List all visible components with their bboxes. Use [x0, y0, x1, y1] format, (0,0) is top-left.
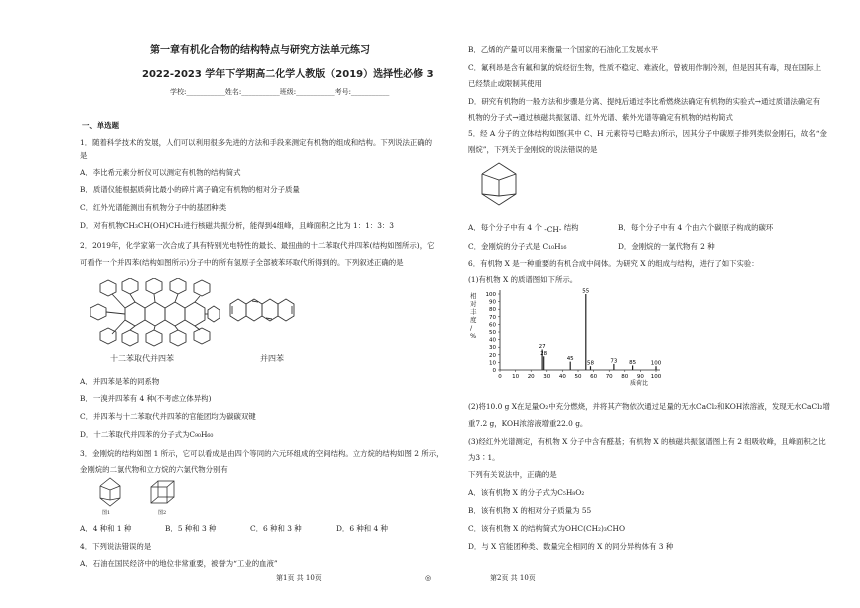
q5-option-a: [468, 223, 579, 233]
q6-option-a: A．该有机物 X 的分子式为C₅H₈O₂: [468, 488, 585, 497]
q2-option-c: C．并四苯与十二苯取代并四苯的官能团均为碳碳双键: [80, 412, 256, 421]
q3-option-c: C．6 种和 3 种: [250, 524, 302, 533]
ch-group: -CH-: [544, 225, 562, 234]
q3-option-b: B．5 种和 3 种: [165, 524, 217, 533]
x-tick-label: 90: [636, 374, 644, 380]
y-tick-label: 30: [489, 345, 496, 352]
q2-stem-cont: 可看作一个并四苯(结构如图所示)分子中的所有氢原子全部被苯环取代所得到的。下列叙述正确的是: [80, 258, 404, 267]
peak-label: 28: [540, 350, 548, 357]
q5-option-c: C．金刚烷的分子式是 C₁₀H₁₆: [468, 242, 567, 251]
ylabel-char: 对: [470, 300, 477, 308]
x-tick-label: 20: [527, 374, 535, 380]
x-tick-label: 100: [650, 374, 662, 380]
q6-option-b: B．该有机物 X 的相对分子质量为 55: [468, 506, 592, 515]
q4-option-b: B．乙烯的产量可以用来衡量一个国家的石油化工发展水平: [468, 45, 659, 54]
y-tick-label: 40: [489, 337, 496, 344]
x-tick-label: 10: [512, 374, 520, 380]
y-tick-label: 50: [489, 330, 496, 336]
q3-stem: 3．金刚烷的结构如图 1 所示，它可以看成是由四个等同的六元环组成的空间结构。立方烷的结构如图 2 所示，: [80, 449, 444, 458]
title-sub: 2022-2023 学年下学期高二化学人教版（2019）选择性必修 3: [142, 69, 434, 80]
q1-option-a: A．李比希元素分析仪可以测定有机物的结构简式: [80, 168, 241, 177]
y-tick-label: 20: [489, 352, 496, 359]
section-heading: 一、单选题: [82, 121, 119, 130]
page-number-right: 第2页 共 10页: [490, 574, 536, 582]
q2-stem: 2．2019年，化学家第一次合成了具有特别光电特性的最长、最扭曲的十二苯取代并四苯(结构如图所示)，它: [80, 241, 435, 250]
center-mark: ◎: [425, 574, 432, 582]
x-tick-label: 70: [605, 374, 613, 380]
q6-part2-cont: 重7.2 g，KOH浓溶液增重22.0 g。: [468, 419, 588, 428]
q6-stem: 6．有机物 X 是一种重要的有机合成中间体。为研究 X 的组成与结构，进行了如下实验：: [468, 259, 759, 268]
chart-ylabel: [470, 291, 477, 340]
q6-part2: (2)将10.0 g X在足量O₂中充分燃烧，并将其产物依次通过足量的无水CaCl₂和KOH浓溶液，发现无水CaCl₂增: [468, 402, 830, 411]
q6-part1: (1)有机物 X 的质谱图如下所示。: [468, 275, 578, 284]
tetracene-figure: [228, 294, 298, 330]
q6-option-c: C．该有机物 X 的结构简式为OHC(CH₂)₃CHO: [468, 524, 626, 533]
q2-option-d: D．十二苯取代并四苯的分子式为C₉₀H₆₀: [80, 430, 214, 439]
q3-option-a: A．4 种和 1 种: [80, 524, 132, 533]
cubane-figure-2: [148, 478, 178, 508]
y-tick-label: 60: [489, 322, 496, 329]
adamantane-figure-1: [96, 476, 124, 508]
q1-option-c: C．红外光谱能测出有机物分子中的基团种类: [80, 203, 227, 212]
q3-stem-cont: 金刚烷的二氯代物和立方烷的六氯代物分别有: [80, 465, 228, 474]
page-number-left: 第1页 共 10页: [276, 574, 322, 582]
chart-xlabel: 质荷比: [630, 380, 649, 386]
x-tick-label: 60: [590, 374, 598, 380]
y-tick-label: 70: [489, 314, 496, 321]
q1-stem-cont: 是: [80, 151, 88, 160]
ylabel-char: %: [470, 332, 477, 340]
y-tick-label: 10: [489, 360, 496, 367]
dodecaphenyl-tetracene-figure: [90, 278, 220, 348]
q5-stem: 5．经 A 分子的立体结构如图(其中 C、H 元素符号已略去)所示，因其分子中碳原子排列类似金刚石，故名“金: [468, 129, 827, 138]
peak-label: 58: [586, 360, 594, 367]
y-tick-label: 0: [492, 368, 496, 374]
peak-label: 55: [582, 288, 590, 295]
student-info-line: 学校:___________姓名:___________班级:___________考号:___________: [170, 88, 390, 96]
ylabel-char: 度: [470, 316, 477, 324]
peak-label: 73: [610, 358, 618, 365]
fig2-label: 图2: [158, 510, 167, 516]
q5-option-a-tail: 结构: [563, 223, 579, 232]
q1-option-b: B．质谱仪能根据质荷比最小的碎片离子确定有机物的相对分子质量: [80, 185, 300, 194]
q5-option-a-text: A．每个分子中有 4 个: [468, 223, 542, 232]
peak-label: 45: [566, 356, 574, 363]
q6-part3: (3)经红外光谱测定，有机物 X 分子中含有醛基；有机物 X 的核磁共振氢谱图上有 2 组吸收峰，且峰面积之比: [468, 437, 826, 446]
ylabel-char: /: [470, 324, 473, 332]
q4-option-c: C．氟利昂是含有氟和氯的烷烃衍生物，性质不稳定、难液化，曾被用作制冷剂，但是因其有毒，现在国际上: [468, 63, 822, 72]
q1-stem: 1．随着科学技术的发展，人们可以利用很多先进的方法和手段来测定有机物的组成和结构。下列说法正确的: [80, 138, 433, 147]
ylabel-char: 相: [470, 292, 477, 300]
peak-label: 27: [538, 343, 546, 350]
mass-spectrum-chart: [468, 286, 668, 386]
x-tick-label: 50: [574, 374, 582, 380]
x-tick-label: 30: [543, 374, 551, 380]
q5-option-d: D．金刚烷的一氯代物有 2 种: [618, 242, 715, 251]
fig1-label: 图1: [102, 510, 111, 516]
q4-option-d: D．研究有机物的一般方法和步骤是分离、提纯后通过李比希燃烧法确定有机物的实验式→通过质谱法确定有: [468, 97, 821, 106]
q2-option-a: A．并四苯是苯的同系物: [80, 377, 160, 386]
q6-question: 下列有关说法中，正确的是: [468, 470, 557, 479]
q4-option-c-cont: 已经禁止或限制其使用: [468, 79, 542, 88]
q5-option-b: B．每个分子中有 4 个由六个碳原子构成的碳环: [618, 223, 774, 232]
x-tick-label: 40: [558, 374, 566, 380]
q1-option-d: D．对有机物CH₃CH(OH)CH₃进行核磁共振分析，能得到4组峰，且峰面积之比为 1：1：3：3: [80, 221, 395, 230]
y-tick-label: 100: [485, 292, 496, 298]
q6-option-d: D．与 X 官能团种类、数量完全相同的 X 的同分异构体有 3 种: [468, 542, 674, 551]
q4-stem: 4．下列说法错误的是: [80, 542, 152, 551]
ylabel-char: 丰: [470, 308, 477, 316]
caption-dodecaphenyl-tetracene: 十二苯取代并四苯: [110, 354, 174, 363]
y-tick-label: 90: [489, 299, 496, 306]
peak-label: 85: [629, 359, 637, 366]
q6-part3-cont: 为3∶1。: [468, 453, 500, 462]
caption-tetracene: 并四苯: [260, 354, 284, 363]
title-main: 第一章有机化合物的结构特点与研究方法单元练习: [150, 45, 370, 56]
q4-option-d-cont: 机物的分子式→通过核磁共振氢谱、红外光谱、紫外光谱等确定有机物的结构简式: [468, 113, 733, 122]
y-tick-label: 80: [489, 307, 496, 314]
q4-option-a: A．石油在国民经济中的地位非常重要，被誉为“工业的血液”: [80, 559, 278, 568]
q3-option-d: D．6 种和 4 种: [336, 524, 388, 533]
q5-stem-cont: 刚烷”，下列关于金刚烷的说法错误的是: [468, 145, 598, 154]
adamantane-figure: [478, 160, 520, 208]
x-tick-label: 0: [498, 374, 502, 380]
peak-label: 100: [650, 360, 662, 367]
x-tick-label: 80: [621, 374, 629, 380]
q2-option-b: B．一溴并四苯有 4 种(不考虑立体异构): [80, 394, 212, 403]
